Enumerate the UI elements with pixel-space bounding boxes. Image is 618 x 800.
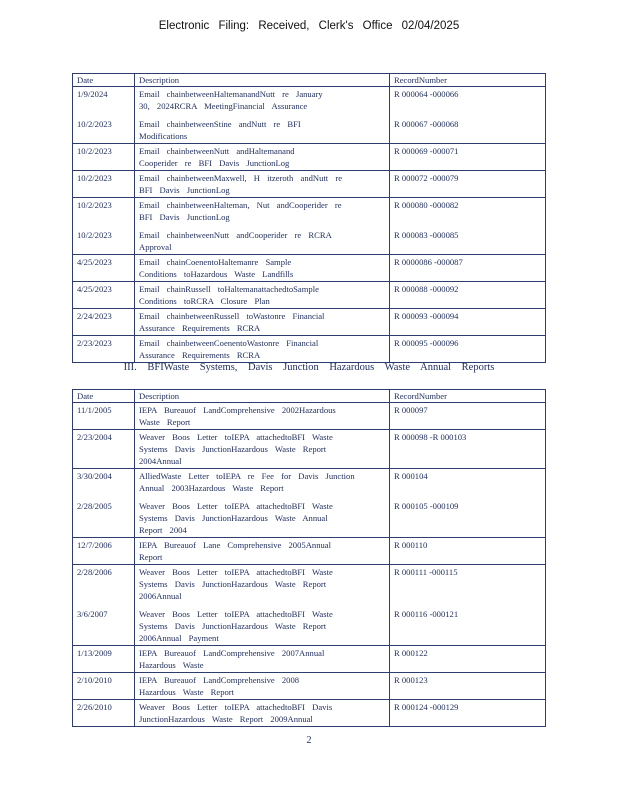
- table-row: [73, 255, 546, 282]
- description-line: Weaver Boos Letter toIEPA attachedtoBFI Davis: [139, 702, 333, 712]
- table-row: [73, 673, 546, 700]
- entry-date: 2/24/2023: [77, 311, 112, 321]
- record-range: R 000088 -000092: [394, 284, 459, 294]
- description-column-header: Description: [135, 390, 390, 403]
- record-range: R 000064 -000066: [394, 89, 459, 99]
- description-line: IEPA Bureauof LandComprehensive 2007Annual: [139, 648, 325, 658]
- description-cell: [135, 144, 390, 171]
- record-range: R 000110: [394, 540, 428, 550]
- description-line: Email chainbetweenHalteman, Nut andCooperider re: [139, 200, 342, 210]
- description-line: Systems Davis JunctionHazardous Waste Report: [139, 444, 327, 454]
- table-row: [73, 282, 546, 309]
- description-line: BFI Davis JunctionLog: [139, 212, 230, 222]
- description-line: Approval: [139, 242, 172, 252]
- record-number-cell: [390, 282, 546, 309]
- entry-date: 10/2/2023: [77, 173, 112, 183]
- description-line: IEPA Bureauof LandComprehensive 2002Hazardous: [139, 405, 336, 415]
- description-line: Email chainbetweenCoenentoWastonre Financial: [139, 338, 319, 348]
- description-line: Email chainbetweenHaltemanandNutt re January: [139, 89, 323, 99]
- description-line: Weaver Boos Letter toIEPA attachedtoBFI Waste: [139, 609, 333, 619]
- table-row: [73, 144, 546, 171]
- description-cell: [135, 673, 390, 700]
- description-line: Assurance Requirements RCRA: [139, 350, 261, 360]
- record-number-cell: [390, 87, 546, 144]
- date-cell: [73, 538, 135, 565]
- entry-date: 2/23/2023: [77, 338, 112, 348]
- entry-date: 4/25/2023: [77, 284, 112, 294]
- description-cell: [135, 309, 390, 336]
- description-line: 2006Annual: [139, 591, 182, 601]
- record-number-cell: [390, 430, 546, 469]
- description-line: Report 2004: [139, 525, 187, 535]
- entry-date: 11/1/2005: [77, 405, 112, 415]
- record-number-cell: [390, 538, 546, 565]
- description-line: Systems Davis JunctionHazardous Waste Report: [139, 579, 327, 589]
- description-line: Conditions toRCRA Closure Plan: [139, 296, 270, 306]
- record-range: R 000097: [394, 405, 428, 415]
- table-2-body: [73, 403, 546, 727]
- table-1-body: [73, 87, 546, 363]
- record-range: R 000111 -000115: [394, 567, 458, 577]
- description-line: Weaver Boos Letter toIEPA attachedtoBFI Waste: [139, 501, 333, 511]
- record-number-column-header: RecordNumber: [390, 74, 546, 87]
- table-row: [73, 403, 546, 430]
- table-row: [73, 171, 546, 198]
- description-line: Cooperider re BFI Davis JunctionLog: [139, 158, 290, 168]
- description-line: Report: [139, 552, 163, 562]
- record-number-cell: [390, 469, 546, 538]
- entry-date: 10/2/2023: [77, 146, 112, 156]
- description-cell: [135, 198, 390, 255]
- date-cell: [73, 565, 135, 646]
- description-line: 30, 2024RCRA MeetingFinancial Assurance: [139, 101, 308, 111]
- description-line: Email chainRussell toHaltemanattachedtoSample: [139, 284, 319, 294]
- description-line: Systems Davis JunctionHazardous Waste Annual: [139, 513, 328, 523]
- table-row: [73, 538, 546, 565]
- table-row: [73, 700, 546, 727]
- entry-date: 2/28/2006: [77, 567, 112, 577]
- record-number-cell: [390, 646, 546, 673]
- table-row: [73, 336, 546, 363]
- records-table-1: [72, 73, 546, 363]
- description-line: Email chainbetweenMaxwell, H itzeroth andNutt re: [139, 173, 343, 183]
- record-range: R 000080 -000082: [394, 200, 459, 210]
- record-range: R 000105 -000109: [394, 501, 459, 511]
- record-range: R 000122: [394, 648, 428, 658]
- date-cell: [73, 87, 135, 144]
- filing-stamp-header: Electronic Filing: Received, Clerk's Office 02/04/2025: [158, 20, 460, 32]
- description-line: Email chainbetweenNutt andCooperider re RCRA: [139, 230, 332, 240]
- table-header-row: [73, 390, 546, 403]
- description-line: Assurance Requirements RCRA: [139, 323, 261, 333]
- description-cell: [135, 171, 390, 198]
- description-cell: [135, 282, 390, 309]
- record-range: R 000116 -000121: [394, 609, 459, 619]
- record-number-column-header: RecordNumber: [390, 390, 546, 403]
- description-cell: [135, 538, 390, 565]
- record-number-cell: [390, 171, 546, 198]
- entry-date: 2/26/2010: [77, 702, 112, 712]
- table-row: [73, 565, 546, 646]
- record-range: R 000095 -000096: [394, 338, 459, 348]
- record-range: R 000083 -000085: [394, 230, 459, 240]
- description-line: BFI Davis JunctionLog: [139, 185, 230, 195]
- record-number-cell: [390, 403, 546, 430]
- record-range: R 0000086 -000087: [394, 257, 463, 267]
- record-number-cell: [390, 565, 546, 646]
- date-cell: [73, 673, 135, 700]
- entry-date: 3/6/2007: [77, 609, 108, 619]
- description-cell: [135, 403, 390, 430]
- entry-date: 2/28/2005: [77, 501, 112, 511]
- record-range: R 000104: [394, 471, 428, 481]
- date-cell: [73, 282, 135, 309]
- record-number-cell: [390, 309, 546, 336]
- description-line: AlliedWaste Letter toIEPA re Fee for Davis Junction: [139, 471, 355, 481]
- description-line: Waste Report: [139, 417, 191, 427]
- record-range: R 000123: [394, 675, 428, 685]
- table-row: [73, 469, 546, 538]
- entry-date: 2/10/2010: [77, 675, 112, 685]
- records-table-2: [72, 389, 546, 727]
- entry-date: 1/13/2009: [77, 648, 112, 658]
- table-row: [73, 646, 546, 673]
- description-line: Annual 2003Hazardous Waste Report: [139, 483, 284, 493]
- date-cell: [73, 198, 135, 255]
- description-line: Hazardous Waste Report: [139, 687, 235, 697]
- description-line: 2006Annual Payment: [139, 633, 219, 643]
- description-line: Systems Davis JunctionHazardous Waste Report: [139, 621, 327, 631]
- description-cell: [135, 336, 390, 363]
- description-line: Email chainbetweenNutt andHaltemanand: [139, 146, 295, 156]
- table-row: [73, 309, 546, 336]
- description-line: Weaver Boos Letter toIEPA attachedtoBFI Waste: [139, 567, 333, 577]
- table-row: [73, 430, 546, 469]
- description-cell: [135, 700, 390, 727]
- record-number-cell: [390, 198, 546, 255]
- entry-date: 12/7/2006: [77, 540, 112, 550]
- entry-date: 10/2/2023: [77, 200, 112, 210]
- description-line: Email chainbetweenStine andNutt re BFI: [139, 119, 301, 129]
- date-cell: [73, 469, 135, 538]
- record-number-cell: [390, 336, 546, 363]
- description-cell: [135, 255, 390, 282]
- description-column-header: Description: [135, 74, 390, 87]
- date-cell: [73, 309, 135, 336]
- description-line: Conditions toHazardous Waste Landfills: [139, 269, 294, 279]
- date-cell: [73, 430, 135, 469]
- date-cell: [73, 403, 135, 430]
- record-range: R 000098 -R 000103: [394, 432, 467, 442]
- record-number-cell: [390, 144, 546, 171]
- description-cell: [135, 430, 390, 469]
- table-row: [73, 87, 546, 144]
- record-range: R 000069 -000071: [394, 146, 459, 156]
- entry-date: 3/30/2004: [77, 471, 112, 481]
- date-cell: [73, 255, 135, 282]
- description-line: JunctionHazardous Waste Report 2009Annual: [139, 714, 313, 724]
- date-cell: [73, 700, 135, 727]
- description-line: Email chainCoenentoHaltemanre Sample: [139, 257, 292, 267]
- date-column-header: Date: [73, 74, 135, 87]
- entry-date: 2/23/2004: [77, 432, 112, 442]
- entry-date: 10/2/2023: [77, 119, 112, 129]
- record-range: R 000072 -000079: [394, 173, 459, 183]
- description-line: Email chainbetweenRussell toWastonre Financial: [139, 311, 325, 321]
- description-line: Hazardous Waste: [139, 660, 204, 670]
- date-cell: [73, 336, 135, 363]
- record-number-cell: [390, 673, 546, 700]
- entry-date: 4/25/2023: [77, 257, 112, 267]
- description-cell: [135, 565, 390, 646]
- description-cell: [135, 646, 390, 673]
- description-line: IEPA Bureauof LandComprehensive 2008: [139, 675, 300, 685]
- record-range: R 000093 -000094: [394, 311, 459, 321]
- section-title: III. BFIWaste Systems, Davis Junction Hazardous Waste Annual Reports: [123, 362, 495, 373]
- record-range: R 000067 -000068: [394, 119, 459, 129]
- description-line: Modifications: [139, 131, 188, 141]
- table-row: [73, 198, 546, 255]
- description-cell: [135, 469, 390, 538]
- page-number: 2: [306, 735, 312, 746]
- date-cell: [73, 646, 135, 673]
- description-line: Weaver Boos Letter toIEPA attachedtoBFI Waste: [139, 432, 333, 442]
- record-number-cell: [390, 255, 546, 282]
- date-cell: [73, 171, 135, 198]
- date-cell: [73, 144, 135, 171]
- date-column-header: Date: [73, 390, 135, 403]
- description-cell: [135, 87, 390, 144]
- entry-date: 10/2/2023: [77, 230, 112, 240]
- entry-date: 1/9/2024: [77, 89, 108, 99]
- table-header-row: [73, 74, 546, 87]
- record-number-cell: [390, 700, 546, 727]
- description-line: IEPA Bureauof Lane Comprehensive 2005Annual: [139, 540, 331, 550]
- description-line: 2004Annual: [139, 456, 182, 466]
- record-range: R 000124 -000129: [394, 702, 459, 712]
